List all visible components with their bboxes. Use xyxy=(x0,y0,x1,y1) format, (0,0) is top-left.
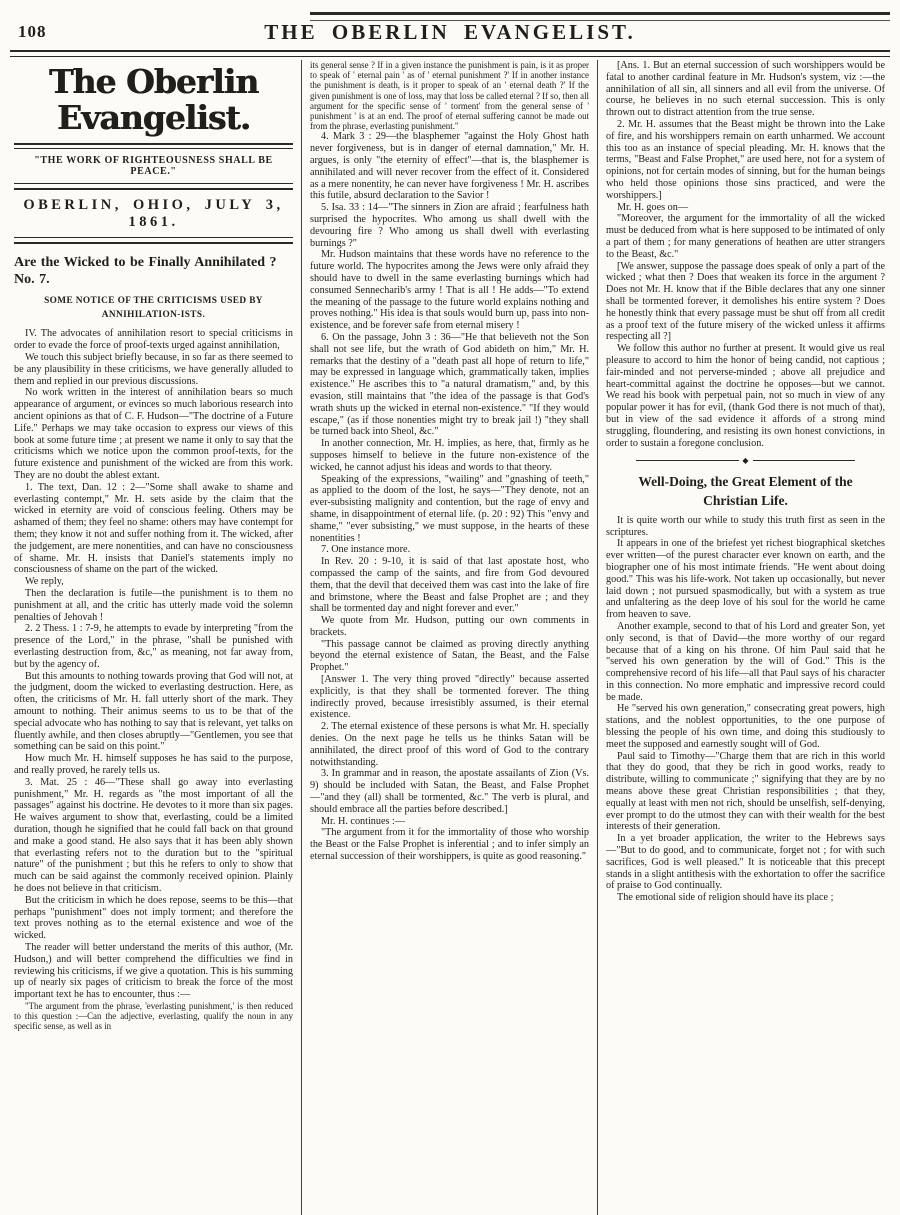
masthead-dateline: OBERLIN, OHIO, JULY 3, 1861. xyxy=(23,196,284,230)
paragraph: How much Mr. H. himself supposes he has said to the purpose, and really proved, he rarely tells us. xyxy=(14,753,293,776)
masthead-rule xyxy=(14,237,293,244)
article1-col1-text xyxy=(14,328,293,1031)
header-rule xyxy=(10,50,890,57)
paragraph: 6. On the passage, John 3 : 36—"He that believeth not the Son shall not see life, but the wrath of God abideth on him," Mr. H. remarks that the destiny of a "death past all hope of return to life," may be expressed in language which, grammatically taken, implies existence." He ascribes this to "a natural dramatism," and, by this evasion, still maintains that "the idea of the passage is that God's wrath shuts up the wicked in eternal non-existence." "If they would escape," (as if those nonenties might try to break jail !) "they shall be turned back into Sheol, &c." xyxy=(310,331,589,438)
column-left xyxy=(10,60,297,1215)
masthead-title: The Oberlin Evangelist. xyxy=(48,62,259,138)
paragraph: Mr. H. continues :— xyxy=(321,815,406,827)
paragraph: No work written in the interest of annihilation bears so much appearance of argument, or evinces so much laborious research into ancient opinions as that of C. F. Hudson—"The doctrine of a Future Life." Perhaps we may take occasion to express our views of this book at some future time ; at present we name it only to say that the criticisms which we notice upon the common proof-texts, for the future existence and punishment of the wicked are from this work. They are no doubt the ablest extant. xyxy=(14,387,293,482)
article1-headline: Are the Wicked to be Finally Annihilated ? No. 7. xyxy=(14,254,277,288)
paragraph: "Moreover, the argument for the immortality of all the wicked must be deduced from what is here supposed to be intimated of only a part of them ; for many generations of heathen are utter strangers to the Beast, &c." xyxy=(606,213,885,260)
masthead-rule xyxy=(14,183,293,190)
paragraph: We follow this author no further at present. It would give us real pleasure to accord to him the honor of being candid, not captious ; fair-minded and not perverse-minded ; above all prejudice and heart-committal against the doctrine he opposes—but we cannot. We read his book with perpetual pain, not so much in view of any popular power it has for evil, (thank God there is not much of that), but in view of the sad evidence it affords of a strong mind struggling, floundering, and resisting its own honest convictions, in order to sustain a foregone conclusion. xyxy=(606,343,885,449)
article2-headline: Well-Doing, the Great Element of the Christian Life. xyxy=(638,474,853,508)
paragraph: The emotional side of religion should have its place ; xyxy=(617,892,834,904)
column-middle xyxy=(306,60,593,1215)
article2-text xyxy=(606,515,885,904)
paragraph: 3. Mat. 25 : 46—"These shall go away into everlasting punishment," Mr. H. regards as "the most important of all the passages" against his doctrine. He devotes to it more than six pages. He waives argument to show that, everlasting, could be a limited duration, though he signified that he could fall back on that ground and make a good stand. He also says that it has been ably shown that everlasting refers not to the duration but to the "spiritual nature" of the punishment ; but this he refers to only to show that much can be said against the commonly received opinion. Plainly he does not believe in that criticism. xyxy=(14,776,293,894)
paragraph: Paul said to Timothy—"Charge them that are rich in this world that they do good, that they be rich in good works, ready to distribute, willing to communicate ;" signifying that they are by no means above these great Christian responsibilities ; that they, equally at least with men not rich, should be unselfish, self-denying, ever prompt to do the utmost they can with their wealth for the best interests of their generation. xyxy=(606,750,885,833)
column-separator xyxy=(597,60,598,1215)
ornament-divider xyxy=(636,454,855,467)
paragraph: 7. One instance more. xyxy=(321,544,411,556)
masthead-motto: "THE WORK OF RIGHTEOUSNESS SHALL BE PEACE." xyxy=(34,154,273,177)
paragraph: We quote from Mr. Hudson, putting our own comments in brackets. xyxy=(310,615,589,638)
page-header xyxy=(10,6,890,46)
paragraph: 1. The text, Dan. 12 : 2—"Some shall awake to shame and everlasting contempt," Mr. H. sets aside by the claim that the wicked in eternity are void of conscious feeling. Others may be ashamed of them; they feel no shame: others may have contempt for them; they know it not and suffer nothing from it. The wicked, after the judgement, are mere nonentities, and can have no consciousness of shame. Mr. H. insists that Daniel's statements imply no consciousness of shame on the part of the wicked. xyxy=(14,481,293,576)
paragraph: He "served his own generation," consecrating great powers, high stations, and the noblest opportunities, to the one purpose of blessing the people of his own time, and doing this studiously to meet the supposed and earnestly sought will of God. xyxy=(606,703,885,750)
page-number: 108 xyxy=(18,22,47,41)
paragraph: In another connection, Mr. H. implies, as here, that, firmly as he supposes himself to believe in the future non-existence of the wicked, he cannot adjust his ideas and words to that theory. xyxy=(310,438,589,473)
paragraph: But this amounts to nothing towards proving that God will not, at the judgment, doom the wicked to everlasting destruction. Here, as often, the criticisms of Mr. H. fall utterly short of the mark. They amount to nothing. Their animus seems to us to be that of the special advocate who has nothing to say that is relevant, yet talks on fluently awhile, and then closes abruptly—"Gentlemen, you see that something can be said on this point." xyxy=(14,670,293,753)
paragraph: 2. Mr. H. assumes that the Beast might be thrown into the Lake of fire, and his worshippers remain on earth unharmed. We account this too as an instance of special pleading. Mr. H. knows that the terms, "Beast and False Prophet," are used here, not for a system of opinions, not for certain modes of sinning, but for the human beings who held those opinions those sins practiced, and were the worshippers.] xyxy=(606,118,885,201)
paragraph: 3. In grammar and in reason, the apostate assailants of Zion (Vs. 9) should be included with Satan, the Beast, and False Prophet—"and they (all) shall be tormented, &c." The verb is plural, and should embrace all the parties before described.] xyxy=(310,768,589,815)
column-right xyxy=(602,60,889,1215)
paragraph: It appears in one of the briefest yet richest biographical sketches ever written—of the purest character ever known on earth, and the biographer one of his most intimate friends. "He went about doing good." This was his life-work. Not taken up occasionally, but never laid down ; not pursued spasmodically, but with a system as true and unfaltering as the deep love of his soul for the world he came from heaven to save. xyxy=(606,538,885,621)
paragraph: 4. Mark 3 : 29—the blasphemer "against the Holy Ghost hath never forgiveness, but is in danger of eternal damnation," Mr. H. argues, is only "the eternity of effect"—that is, the blasphemer is annihilated and will never recover from the effect of it. Considered as a mere nonentity, he can never have forgiveness ! Mr. H. ascribes this futile, absurd declaration to the Savior ! xyxy=(310,131,589,202)
article1-col3-text xyxy=(606,60,885,449)
paragraph: The reader will better understand the merits of this author, (Mr. Hudson,) and will better comprehend the difficulties we find in reviewing his criticisms, if we give a quotation. This is his summing up of nearly six pages of criticism to break the force of the most important text he has to encounter, thus :— xyxy=(14,941,293,1001)
paragraph: It is quite worth our while to study this truth first as seen in the scriptures. xyxy=(606,514,885,538)
paragraph: [We answer, suppose the passage does speak of only a part of the wicked ; what then ? Does that weaken its force in the argument ? Does not Mr. H. know that if the Bible declares that any one sinner shall be tormented forever, it demolishes his entire system ? Does he honestly think that every passage must be shut off from all credit as a proof text of the future misery of the wicked unless it affirms respecting all ?] xyxy=(606,260,885,343)
paragraph: "This passage cannot be claimed as proving directly anything beyond the eternal existence of Satan, the Beast, and the False Prophet." xyxy=(310,638,589,674)
paragraph: [Ans. 1. But an eternal succession of such worshippers would be fatal to another cardinal feature in Mr. Hudson's system, viz :—the annihilation of all sin, all sinners and all evil from the universe. Of course, he believes in no such eternal succession. This is only thrown out to distract attention from the true sense. xyxy=(606,60,885,119)
paragraph: Speaking of the expressions, "wailing" and "gnashing of teeth," as applied to the doom of the lost, he says—"They denote, not an ever-subsisting malignity and contention, but the rage of envy and shame, in disappointment of eternal life. (p. 20 : 92) This "envy and shame," "ever subsisting," we must suppose, in the hearts of these nonentities ! xyxy=(310,473,589,544)
paragraph: "The argument from it for the immortality of those who worship the Beast or the False Prophet is inferential ; and to infer simply an eternal succession of their worshippers, is quite as good reasoning." xyxy=(310,827,589,863)
ornament-diamond-icon: ◆ xyxy=(738,455,752,466)
paragraph: [Answer 1. The very thing proved "directly" because asserted explicitly, is that they shall be tormented forever. The thing indirectly proved, because irresistibly assumed, is their eternal existence. xyxy=(310,674,589,721)
column-separator xyxy=(301,60,302,1215)
paragraph: Mr. Hudson maintains that these words have no reference to the future world. The hypocrites among the Jews were only afraid they should have to dwell in the same everlasting burnings which had consumed Sennecharib's army ! That is all ! He adds—"To extend the meaning of the passage to the future world explains nothing and proves nothing." His idea is that souls would burn up, pass into non-existence, and be forever safe from eternal misery ! xyxy=(310,249,589,332)
article1-subhead: SOME NOTICE OF THE CRITICISMS USED BY ANNIHILATION-ISTS. xyxy=(44,295,263,320)
article1-col2-text xyxy=(310,60,589,863)
paragraph: Mr. H. goes on— xyxy=(617,201,689,213)
paragraph: In a yet broader application, the writer to the Hebrews says—"But to do good, and to communicate, forget not ; for with such sacrifices, God is well pleased." It is noticeable that this precept stands in a slight antithesis with the exhortation to offer the sacrifice of praise to God continually. xyxy=(606,833,885,892)
running-title: THE OBERLIN EVANGELIST. xyxy=(264,20,636,44)
masthead xyxy=(14,64,293,244)
paragraph: its general sense ? If in a given instance the punishment is pain, is it as proper to speak of ' eternal pain ' as of ' eternal punishment ?' If in another instance the punishment is death, is it proper to speak of an ' eternal death ?' If the given punishment is one of loss, may that loss be called eternal ? If so, then all argument for the specific sense of ' torment' from the general sense of ' punishment ' is at an end. The proof of eternal suffering cannot be made out from the phrase, everlasting punishment." xyxy=(310,60,590,132)
paragraph: 5. Isa. 33 : 14—"The sinners in Zion are afraid ; fearfulness hath surprised the hypocrites. Who among us shall dwell with the devouring fire ? Who among us shall dwell with everlasting burnings ?" xyxy=(310,202,589,249)
paragraph: In Rev. 20 : 9-10, it is said of that last apostate host, who compassed the camp of the saints, and fire from God devoured them, that the devil that deceived them was cast into the lake of fire and brimstone, where the Beast and false Prophet are ; and they shall be tormented day and night forever and ever." xyxy=(310,556,589,615)
column-layout xyxy=(10,60,890,1215)
masthead-rule xyxy=(14,143,293,149)
paragraph: 2. The eternal existence of these persons is what Mr. H. specially denies. On the next page he tells us he thinks Satan will be annihilated, the direct proof of this word of God to the contrary notwithstanding. xyxy=(310,721,589,768)
paragraph: Then the declaration is futile—the punishment is to them no punishment at all, and the critic has utterly made void the solemn penalties of Jehovah ! xyxy=(14,588,293,623)
paragraph: We reply, xyxy=(25,576,64,588)
paragraph: We touch this subject briefly because, in so far as there seemed to be any plausibility in these criticisms, we have generally alluded to them and replied in our previous discussions. xyxy=(14,352,293,387)
paragraph: "The argument from the phrase, 'everlasting punishment,' is then reduced to this question :—Can the adjective, everlasting, qualify the noun in any specific sense, as well as in xyxy=(14,1000,293,1032)
paragraph: Another example, second to that of his Lord and greater Son, yet only second, is that of David—the more worthy of our regard because that of a king on his throne. Of him Paul said that he "served his own generation by the will of God." This is the comprehensive record of his life—all that Paul says of his character in this connection. No more emphatic and impressive record could be made. xyxy=(606,620,885,703)
paragraph: 2. 2 Thess. 1 : 7-9, he attempts to evade by interpreting "from the presence of the Lord," in the phrase, "shall be punished with everlasting destruction from, &c," as meaning, not far away from, but by the agency of. xyxy=(14,623,293,670)
paragraph: But the criticism in which he does repose, seems to be this—that perhaps "punishment" does not imply torment; and therefore the text proves nothing as to the eternal existence and woe of the wicked. xyxy=(14,894,293,942)
paragraph: IV. The advocates of annihilation resort to special criticisms in order to evade the force of proof-texts urged against annihilation, xyxy=(14,328,293,352)
